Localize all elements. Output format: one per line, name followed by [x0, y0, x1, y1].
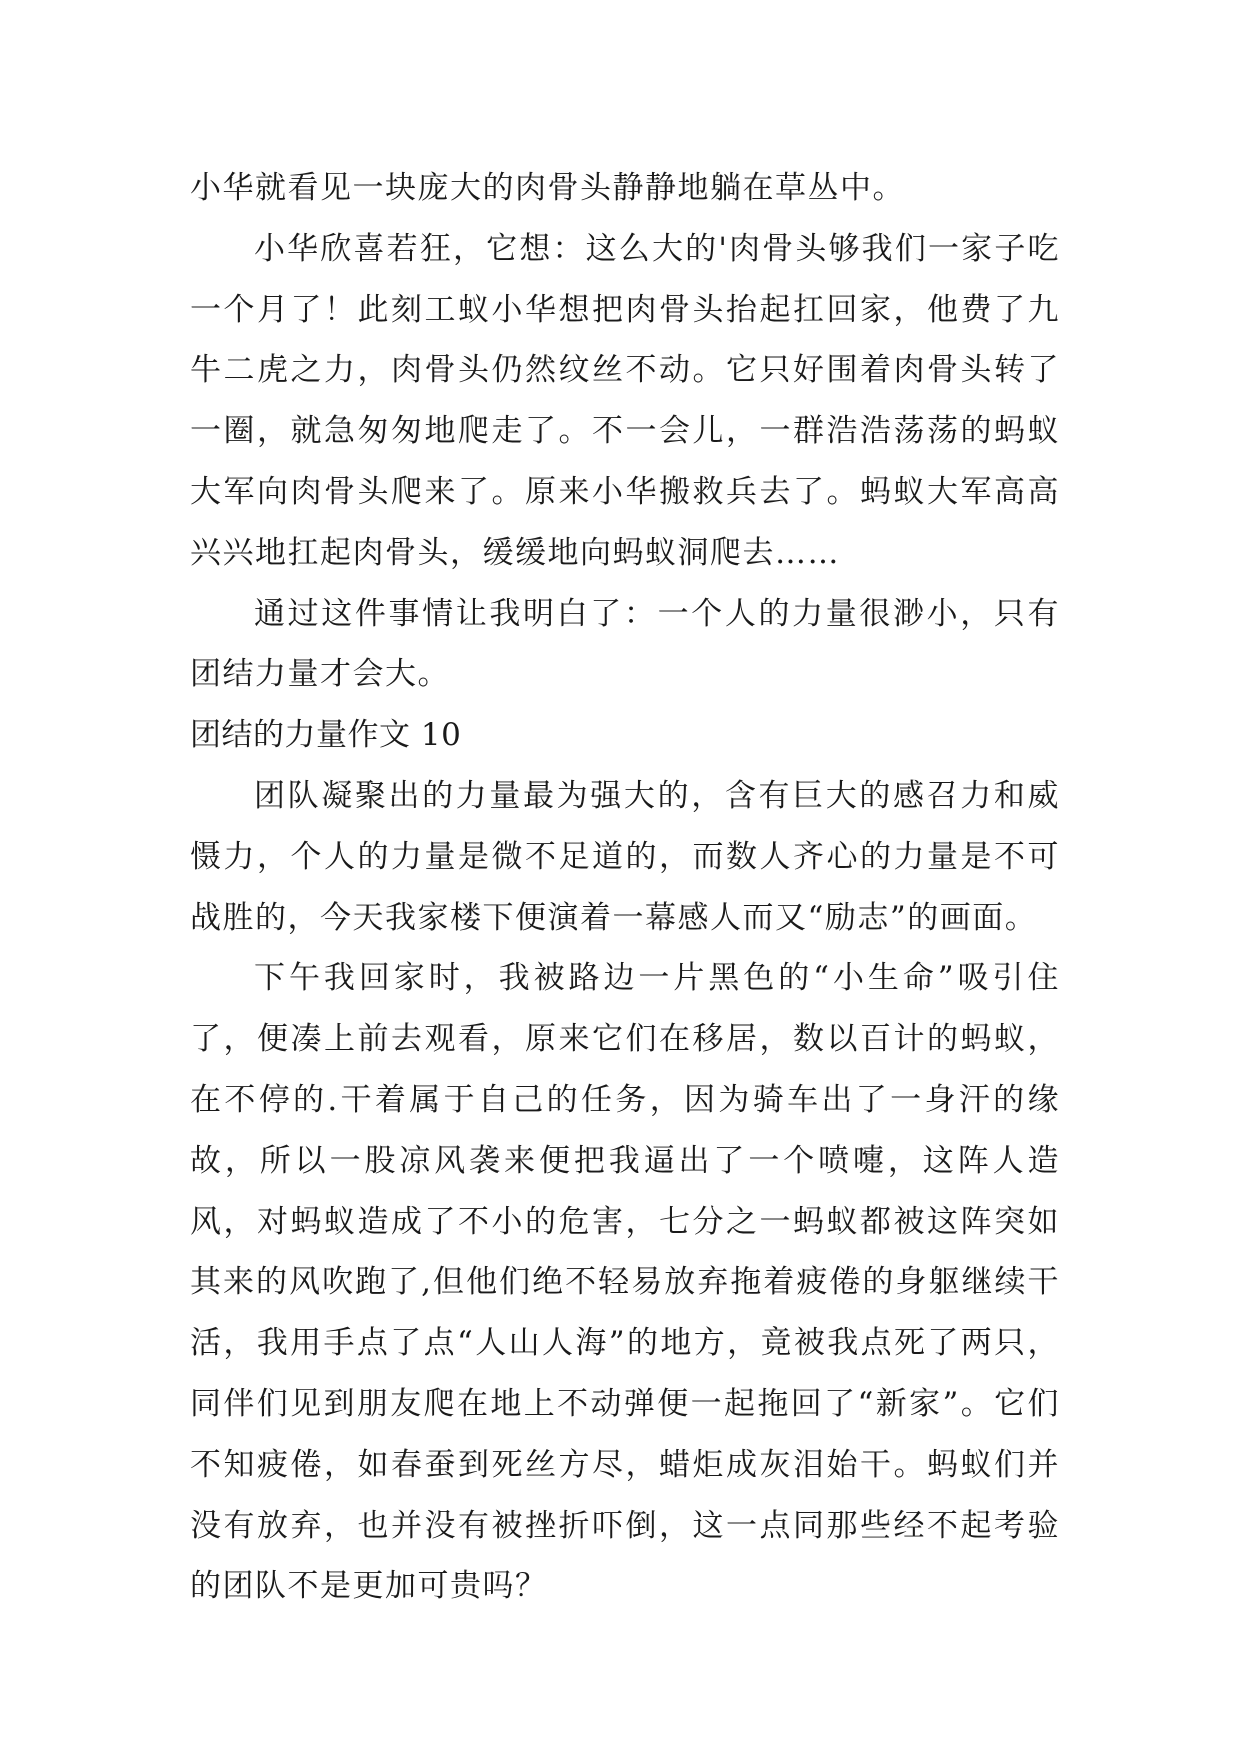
paragraph-story: 下午我回家时，我被路边一片黑色的“小生命”吸引住了，便凑上前去观看，原来它们在移居，数以百计的蚂蚁，在不停的.干着属于自己的任务，因为骑车出了一身汗的缘故，所以一股凉风袭来便把我逼出了一个喷嚏，这阵人造风，对蚂蚁造成了不小的危害，七分之一蚂蚁都被这阵突如其来的风吹跑了,但他们绝不轻易放弃拖着疲倦的身躯继续干活，我用手点了点“人山人海”的地方，竟被我点死了两只，同伴们见到朋友爬在地上不动弹便一起拖回了“新家”。它们不知疲倦，如春蚕到死丝方尽，蜡炬成灰泪始干。蚂蚁们并没有放弃，也并没有被挫折吓倒，这一点同那些经不起考验的团队不是更加可贵吗？ [190, 960, 1060, 1605]
paragraph-continuation: 小华就看见一块庞大的肉骨头静静地躺在草丛中。 [190, 170, 905, 206]
document-body [190, 158, 1060, 1617]
paragraph-discovery: 小华欣喜若狂，它想：这么大的'肉骨头够我们一家子吃一个月了！此刻工蚁小华想把肉骨头抬起扛回家，他费了九牛二虎之力，肉骨头仍然纹丝不动。它只好围着肉骨头转了一圈，就急匆匆地爬走了。不一会儿，一群浩浩荡荡的蚂蚁大军向肉骨头爬来了。原来小华搬救兵去了。蚂蚁大军高高兴兴地扛起肉骨头，缓缓地向蚂蚁洞爬去…… [190, 230, 1060, 571]
essay-heading: 团结的力量作文 10 [190, 717, 462, 754]
paragraph-lesson: 通过这件事情让我明白了：一个人的力量很渺小，只有团结力量才会大。 [190, 595, 1060, 693]
paragraph-intro: 团队凝聚出的力量最为强大的，含有巨大的感召力和威慑力，个人的力量是微不足道的，而数人齐心的力量是不可战胜的，今天我家楼下便演着一幕感人而又“励志”的画面。 [190, 777, 1060, 936]
